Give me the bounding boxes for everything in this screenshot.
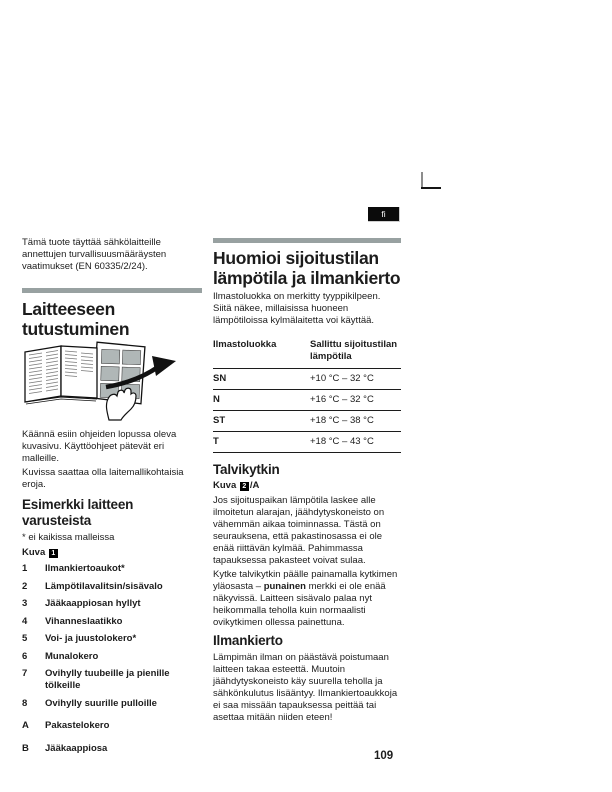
list-item-label: Vihanneslaatikko	[45, 615, 123, 627]
table-cell-class: SN	[213, 373, 227, 384]
list-item	[22, 698, 202, 710]
list-item-label: Munalokero	[45, 650, 99, 662]
page-number: 109	[374, 750, 394, 762]
list-item	[22, 581, 202, 593]
list-item-label: Lämpötilavalitsin/sisävalo	[45, 580, 163, 592]
table-header-allowed-temperature: Sallittu sijoitustilan lämpötila	[310, 339, 398, 362]
table-header-climate-class: Ilmastoluokka	[213, 339, 277, 350]
figure-reference-2	[213, 480, 401, 492]
figure-suffix: /A	[249, 480, 260, 491]
climate-class-paragraph: Ilmastoluokka on merkitty tyyppikilpeen. Siitä näkee, millaisissa huoneen lämpötiloissa kylmälaitetta voi käyttää.	[213, 291, 381, 326]
model-differences-paragraph: Kuvissa saattaa olla laitemallikohtaisia eroja.	[22, 467, 184, 490]
table-cell-range: +18 °C – 43 °C	[310, 436, 374, 447]
list-item-number: 4	[22, 615, 28, 627]
list-item-letter: A	[22, 719, 29, 731]
list-item-label: Ilmankiertoaukot*	[45, 563, 125, 574]
list-item	[22, 598, 202, 610]
figure-reference-1	[22, 547, 202, 559]
table-cell-range: +18 °C – 38 °C	[310, 415, 374, 426]
crop-mark-horizontal	[421, 187, 441, 189]
language-badge: fi	[368, 207, 400, 222]
paragraph-text: merkki ei ole enää näkyvissä. Laitteen sisävalo palaa nyt heikommalla teholla kuin normaalisti ovikytkimen ollessa painettuna.	[213, 581, 386, 628]
section-divider-bar	[213, 238, 401, 243]
table-cell-range: +16 °C – 32 °C	[310, 394, 374, 405]
section-title-getting-to-know: Laitteeseen tutustuminen	[22, 299, 130, 339]
section-divider-bar	[22, 288, 202, 293]
table-row	[213, 369, 401, 390]
list-item	[22, 563, 202, 575]
climate-class-table	[213, 339, 401, 453]
open-book-icon	[25, 346, 97, 404]
list-item-number: 6	[22, 650, 28, 662]
table-row	[213, 432, 401, 453]
compartment-list	[22, 720, 202, 755]
subsection-title-equipment-example: Esimerkki laitteen varusteista	[22, 497, 134, 528]
list-item-number: 7	[22, 668, 28, 679]
list-item-label: Pakastelokero	[45, 719, 110, 731]
compliance-paragraph: Tämä tuote täyttää sähkölaitteille annettujen turvallisuusmääräysten vaatimukset (EN 60335/2/24).	[22, 237, 167, 272]
figure-number-box: 2	[240, 482, 249, 491]
equipment-list	[22, 563, 202, 710]
list-item	[22, 616, 202, 628]
figure-label: Kuva	[213, 480, 237, 491]
table-cell-range: +10 °C – 32 °C	[310, 373, 374, 384]
list-item-number: 1	[22, 563, 28, 574]
air-circulation-paragraph: Lämpimän ilman on päästävä poistumaan laitteen takaa esteettä. Muutoin jäähdytyskoneisto käy suurella teholla ja sähkönkulutus lisääntyy. Ilmankiertoaukkoja ei saa missään tapauksessa peittää tai asettaa mitään niiden eteen!	[213, 652, 398, 723]
paragraph-text: Kytke talvikytkin päälle painamalla kytkimen yläosasta –	[213, 569, 398, 592]
table-cell-class: ST	[213, 415, 226, 426]
list-item-number: 8	[22, 697, 28, 709]
emphasized-word: punainen	[263, 581, 306, 592]
left-column	[22, 237, 202, 766]
list-item-label: Jääkaappiosan hyllyt	[45, 598, 141, 609]
winter-switch-paragraph-2	[213, 569, 401, 629]
list-item-number: 2	[22, 580, 28, 592]
list-item-number: 5	[22, 633, 28, 644]
list-item-letter: B	[22, 742, 29, 754]
list-item	[22, 633, 202, 645]
figure-number-box: 1	[49, 549, 58, 558]
footnote-not-all-models: * ei kaikissa malleissa	[22, 532, 115, 543]
list-item-label: Voi- ja juustolokero*	[45, 633, 137, 644]
list-item	[22, 743, 202, 755]
list-item	[22, 668, 202, 692]
list-item	[22, 720, 202, 732]
list-item-label: Jääkaappiosa	[45, 742, 108, 754]
winter-switch-paragraph-1: Jos sijoituspaikan lämpötila laskee alle ilmoitetun alarajan, jäähdytyskoneisto on vähemmän aikaa toiminnassa. Tästä on seurauksena, että pakastinosassa ei ole enää riittävän kylmää. Pahimmassa tapauksessa pakasteet voivat sulaa.	[213, 495, 385, 566]
list-item	[22, 651, 202, 663]
table-header-row	[213, 339, 401, 369]
list-item-label: Ovihylly tuubeille ja pienille tölkeille	[45, 668, 170, 691]
table-row	[213, 411, 401, 432]
right-column	[213, 238, 401, 724]
fold-out-instruction-paragraph: Käännä esiin ohjeiden lopussa oleva kuvasivu. Käyttöohjeet pätevät eri malleille.	[22, 429, 177, 464]
table-cell-class: T	[213, 436, 219, 447]
fold-out-page-illustration	[22, 339, 202, 421]
section-title-ambient-temperature: Huomioi sijoitustilan lämpötila ja ilmankierto	[213, 248, 401, 288]
table-row	[213, 390, 401, 411]
table-cell-class: N	[213, 394, 220, 405]
subsection-title-air-circulation: Ilmankierto	[213, 633, 283, 648]
subsection-title-winter-switch: Talvikytkin	[213, 462, 280, 477]
list-item-label: Ovihylly suurille pulloille	[45, 697, 157, 709]
figure-label: Kuva	[22, 547, 46, 558]
list-item-number: 3	[22, 598, 28, 609]
